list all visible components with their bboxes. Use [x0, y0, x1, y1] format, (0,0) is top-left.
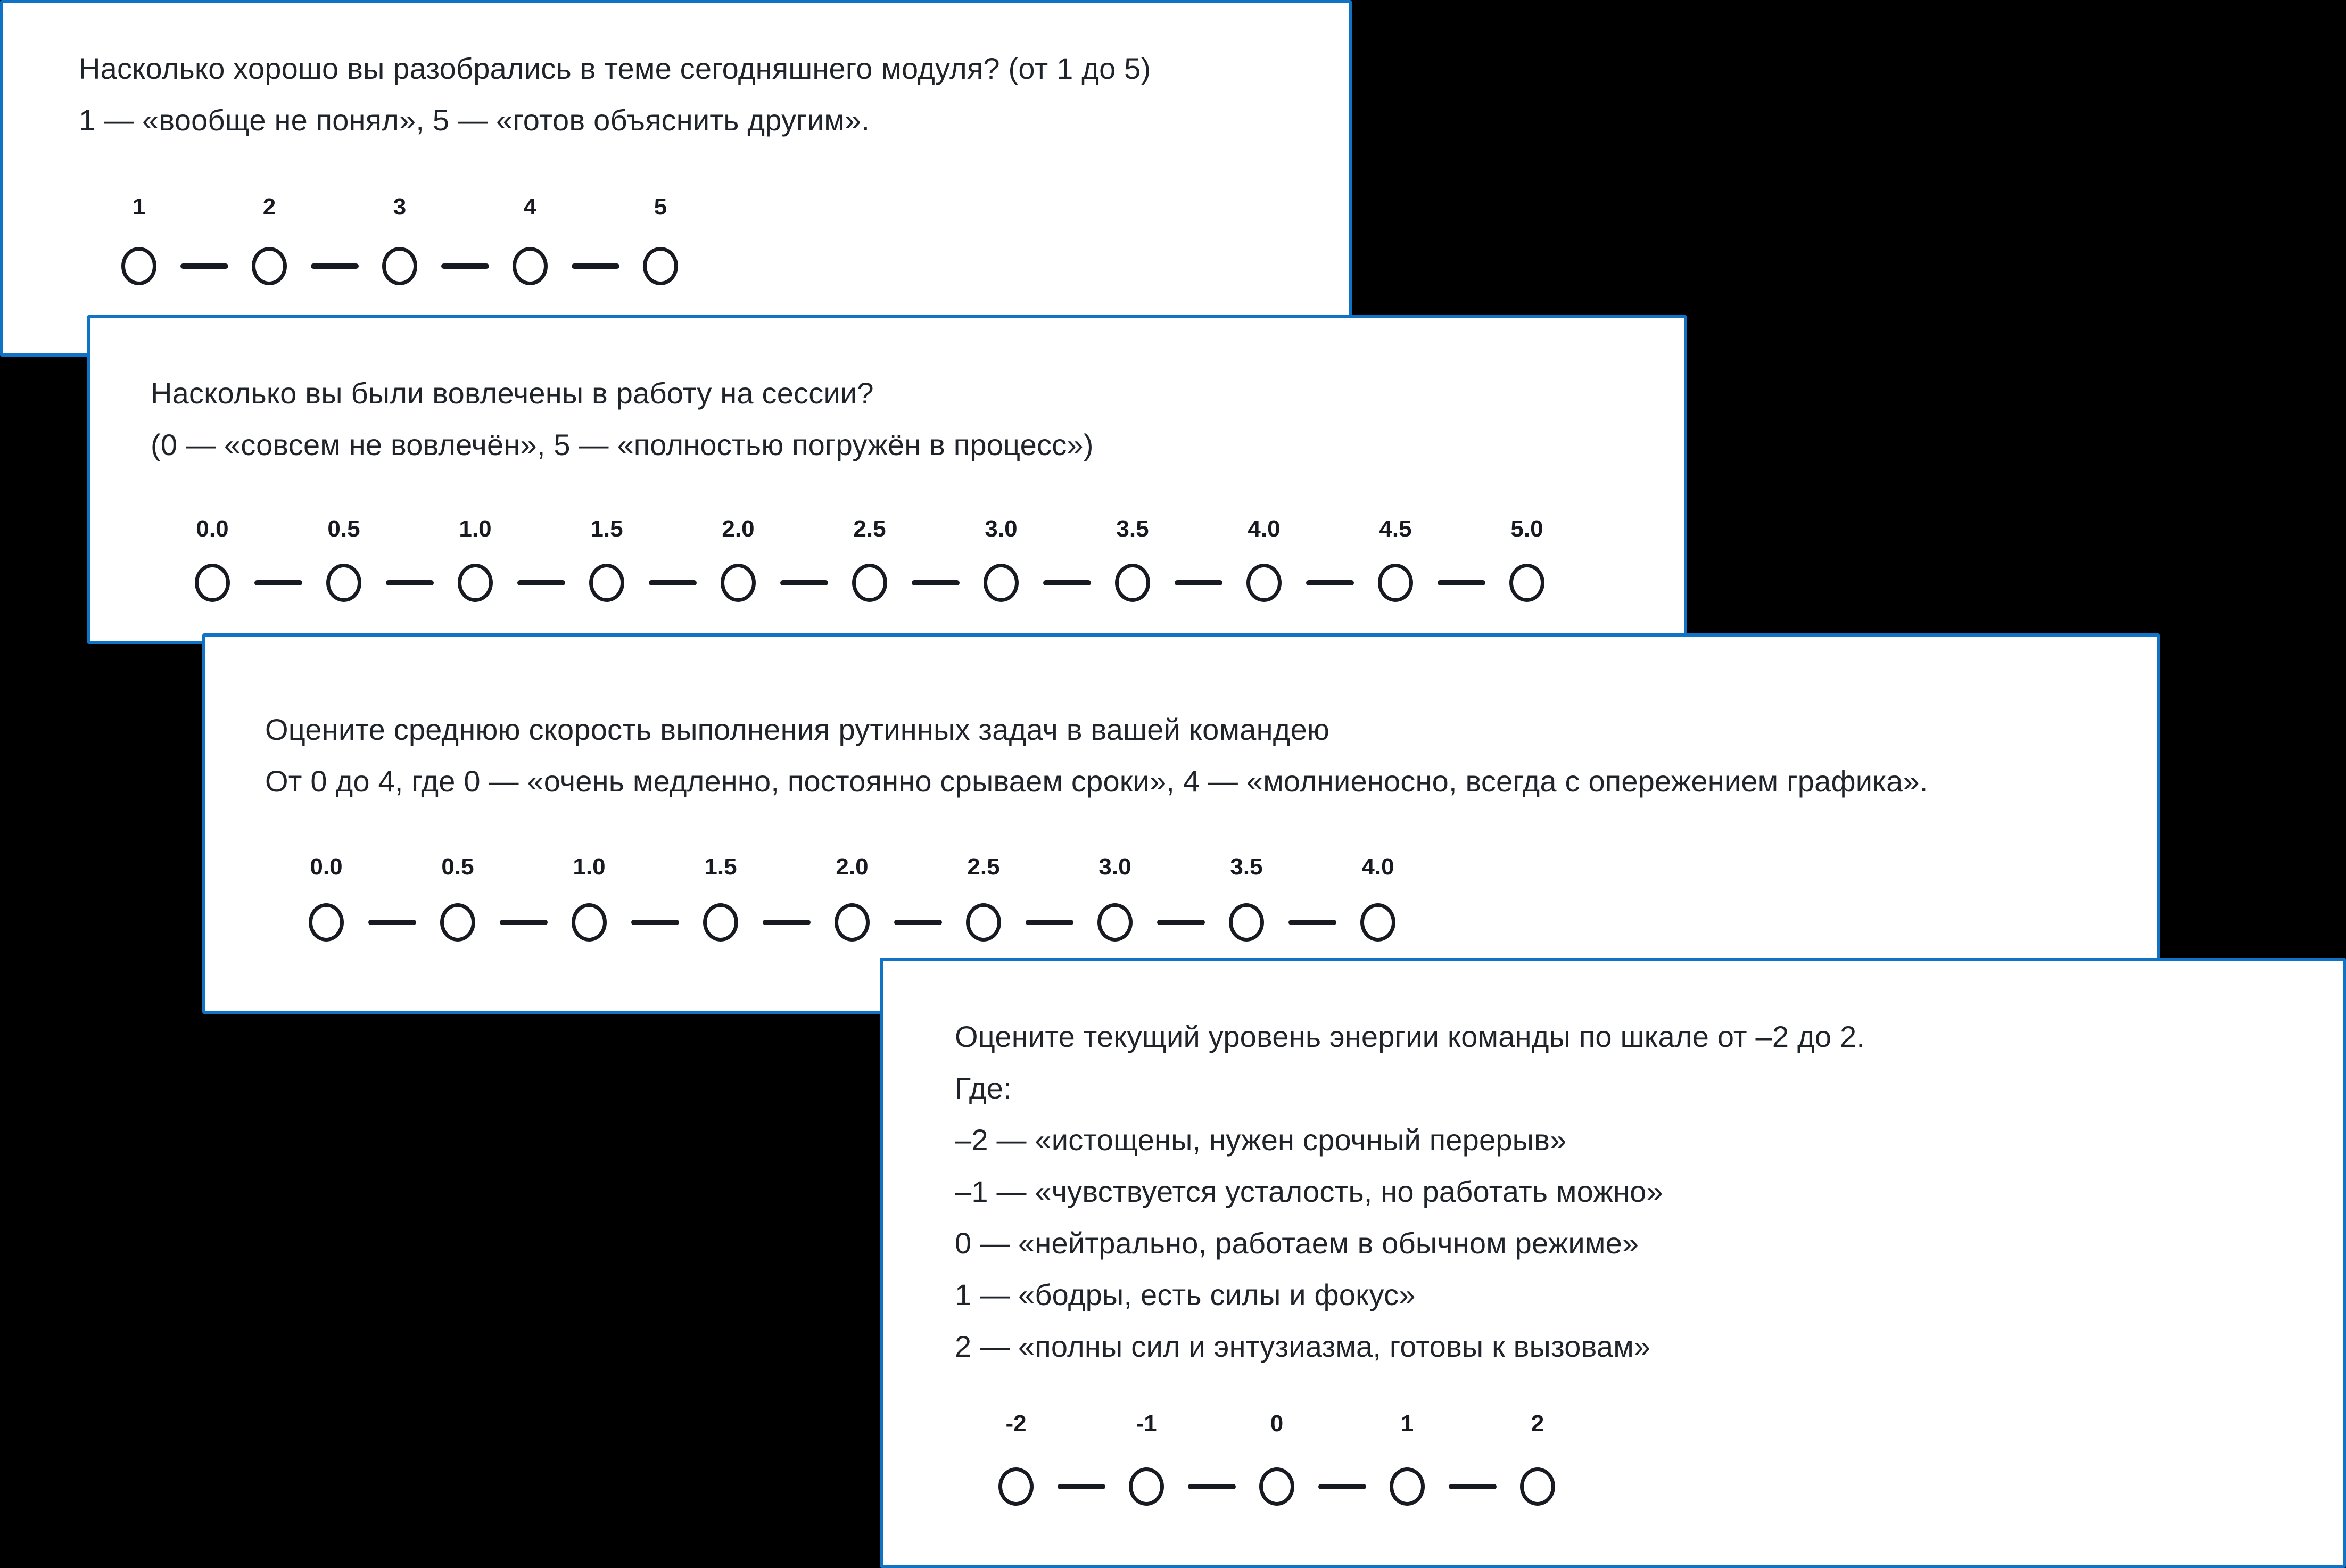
scale-connector-dash	[1188, 1484, 1236, 1489]
scale-value-label: 4.0	[1361, 854, 1394, 880]
scale-value-label: 3	[393, 194, 407, 220]
scale-connector-dash	[368, 920, 416, 925]
question-card-session-involvement	[87, 315, 1687, 644]
scale-value-label: 0.5	[327, 516, 360, 542]
scale-radio-option[interactable]	[195, 564, 230, 602]
scale-connector-dash	[572, 263, 619, 269]
scale-value-label: 2	[1531, 1410, 1544, 1437]
scale-radio-option[interactable]	[1246, 564, 1282, 602]
scale-connector-dash	[180, 263, 228, 269]
scale-radio-option[interactable]	[852, 564, 887, 602]
scale-radio-option[interactable]	[984, 564, 1019, 602]
scale-value-label: 3.0	[985, 516, 1018, 542]
scale-connector-dash	[912, 580, 960, 585]
question-line: 1 — «вообще не понял», 5 — «готов объяснить другим».	[79, 103, 870, 137]
scale-connector-dash	[780, 580, 828, 585]
scale-value-label: 2.5	[853, 516, 886, 542]
question-line: Где:	[955, 1071, 1012, 1105]
scale-connector-dash	[1157, 920, 1205, 925]
scale-connector-dash	[500, 920, 548, 925]
question-card-routine-speed	[202, 633, 2160, 1014]
question-line: –2 — «истощены, нужен срочный перерыв»	[955, 1123, 1567, 1157]
scale-radio-option[interactable]	[1360, 903, 1395, 942]
scale-value-label: 0.5	[441, 854, 474, 880]
scale-radio-option[interactable]	[513, 247, 548, 285]
scale-value-label: 4.0	[1248, 516, 1281, 542]
question-line: От 0 до 4, где 0 — «очень медленно, постоянно срываем сроки», 4 — «молниеносно, всегда с опережением графика».	[265, 764, 1928, 798]
question-text-block	[955, 1011, 1865, 1372]
scale-connector-dash	[649, 580, 697, 585]
scale-connector-dash	[631, 920, 679, 925]
scale-value-label: 2.0	[722, 516, 755, 542]
scale-connector-dash	[1438, 580, 1485, 585]
scale-value-label: -1	[1136, 1410, 1157, 1437]
question-line: 2 — «полны сил и энтузиазма, готовы к вызовам»	[955, 1330, 1651, 1363]
scale-radio-option[interactable]	[458, 564, 493, 602]
scale-value-label: 4.5	[1379, 516, 1412, 542]
scale-value-label: 4	[523, 194, 537, 220]
scale-value-label: -2	[1005, 1410, 1027, 1437]
scale-connector-dash	[1288, 920, 1336, 925]
scale-radio-option[interactable]	[589, 564, 624, 602]
scale-value-label: 3.5	[1230, 854, 1263, 880]
scale-radio-option[interactable]	[121, 247, 156, 285]
scale-value-label: 5	[654, 194, 667, 220]
question-line: Насколько хорошо вы разобрались в теме сегодняшнего модуля? (от 1 до 5)	[79, 52, 1151, 85]
scale-value-label: 2	[262, 194, 276, 220]
scale-connector-dash	[763, 920, 811, 925]
scale-value-label: 1.0	[459, 516, 492, 542]
scale-radio-option[interactable]	[835, 903, 870, 942]
scale-connector-dash	[1318, 1484, 1366, 1489]
scale-value-label: 1	[132, 194, 146, 220]
scale-connector-dash	[894, 920, 942, 925]
scale-connector-dash	[517, 580, 565, 585]
scale-value-label: 1.5	[704, 854, 737, 880]
scale-value-label: 0.0	[196, 516, 229, 542]
scale-value-label: 1.0	[573, 854, 606, 880]
question-text-block	[79, 43, 1151, 146]
scale-radio-option[interactable]	[440, 903, 475, 942]
scale-value-label: 5.0	[1510, 516, 1543, 542]
scale-connector-dash	[254, 580, 302, 585]
scale-radio-option[interactable]	[1259, 1467, 1294, 1506]
question-line: 0 — «нейтрально, работаем в обычном режиме»	[955, 1226, 1639, 1260]
scale-value-label: 0.0	[310, 854, 343, 880]
scale-connector-dash	[1043, 580, 1091, 585]
question-line: Насколько вы были вовлечены в работу на сессии?	[151, 376, 874, 410]
scale-value-label: 3.5	[1116, 516, 1149, 542]
scale-radio-option[interactable]	[721, 564, 756, 602]
scale-radio-option[interactable]	[1509, 564, 1544, 602]
scale-radio-option[interactable]	[1520, 1467, 1555, 1506]
scale-value-label: 0	[1270, 1410, 1284, 1437]
scale-connector-dash	[386, 580, 434, 585]
scale-radio-option[interactable]	[572, 903, 607, 942]
scale-value-label: 1.5	[590, 516, 623, 542]
scale-radio-option[interactable]	[1378, 564, 1413, 602]
question-text-block	[265, 704, 1928, 807]
scale-connector-dash	[1175, 580, 1222, 585]
scale-radio-option[interactable]	[1097, 903, 1133, 942]
scale-radio-option[interactable]	[309, 903, 344, 942]
scale-radio-option[interactable]	[1229, 903, 1264, 942]
scale-radio-option[interactable]	[1115, 564, 1150, 602]
question-text-block	[151, 367, 1094, 471]
scale-radio-option[interactable]	[382, 247, 417, 285]
scale-connector-dash	[441, 263, 489, 269]
scale-radio-option[interactable]	[703, 903, 738, 942]
scale-connector-dash	[1026, 920, 1073, 925]
scale-radio-option[interactable]	[1390, 1467, 1425, 1506]
question-line: Оцените среднюю скорость выполнения рутинных задач в вашей командею	[265, 713, 1330, 746]
scale-connector-dash	[1306, 580, 1354, 585]
scale-value-label: 1	[1400, 1410, 1414, 1437]
scale-radio-option[interactable]	[252, 247, 287, 285]
question-line: Оцените текущий уровень энергии команды по шкале от –2 до 2.	[955, 1020, 1865, 1053]
scale-radio-option[interactable]	[643, 247, 678, 285]
scale-value-label: 2.5	[967, 854, 1000, 880]
scale-radio-option[interactable]	[998, 1467, 1034, 1506]
scale-radio-option[interactable]	[1129, 1467, 1164, 1506]
scale-value-label: 3.0	[1098, 854, 1131, 880]
question-card-team-energy	[880, 958, 2346, 1568]
question-line: 1 — «бодры, есть силы и фокус»	[955, 1278, 1416, 1311]
scale-connector-dash	[311, 263, 359, 269]
question-line: –1 — «чувствуется усталость, но работать можно»	[955, 1175, 1663, 1208]
question-line: (0 — «совсем не вовлечён», 5 — «полностью погружён в процесс»)	[151, 428, 1094, 461]
scale-radio-option[interactable]	[326, 564, 361, 602]
scale-value-label: 2.0	[836, 854, 869, 880]
question-card-module-understanding	[0, 0, 1352, 357]
scale-radio-option[interactable]	[966, 903, 1001, 942]
scale-connector-dash	[1449, 1484, 1497, 1489]
scale-connector-dash	[1058, 1484, 1105, 1489]
